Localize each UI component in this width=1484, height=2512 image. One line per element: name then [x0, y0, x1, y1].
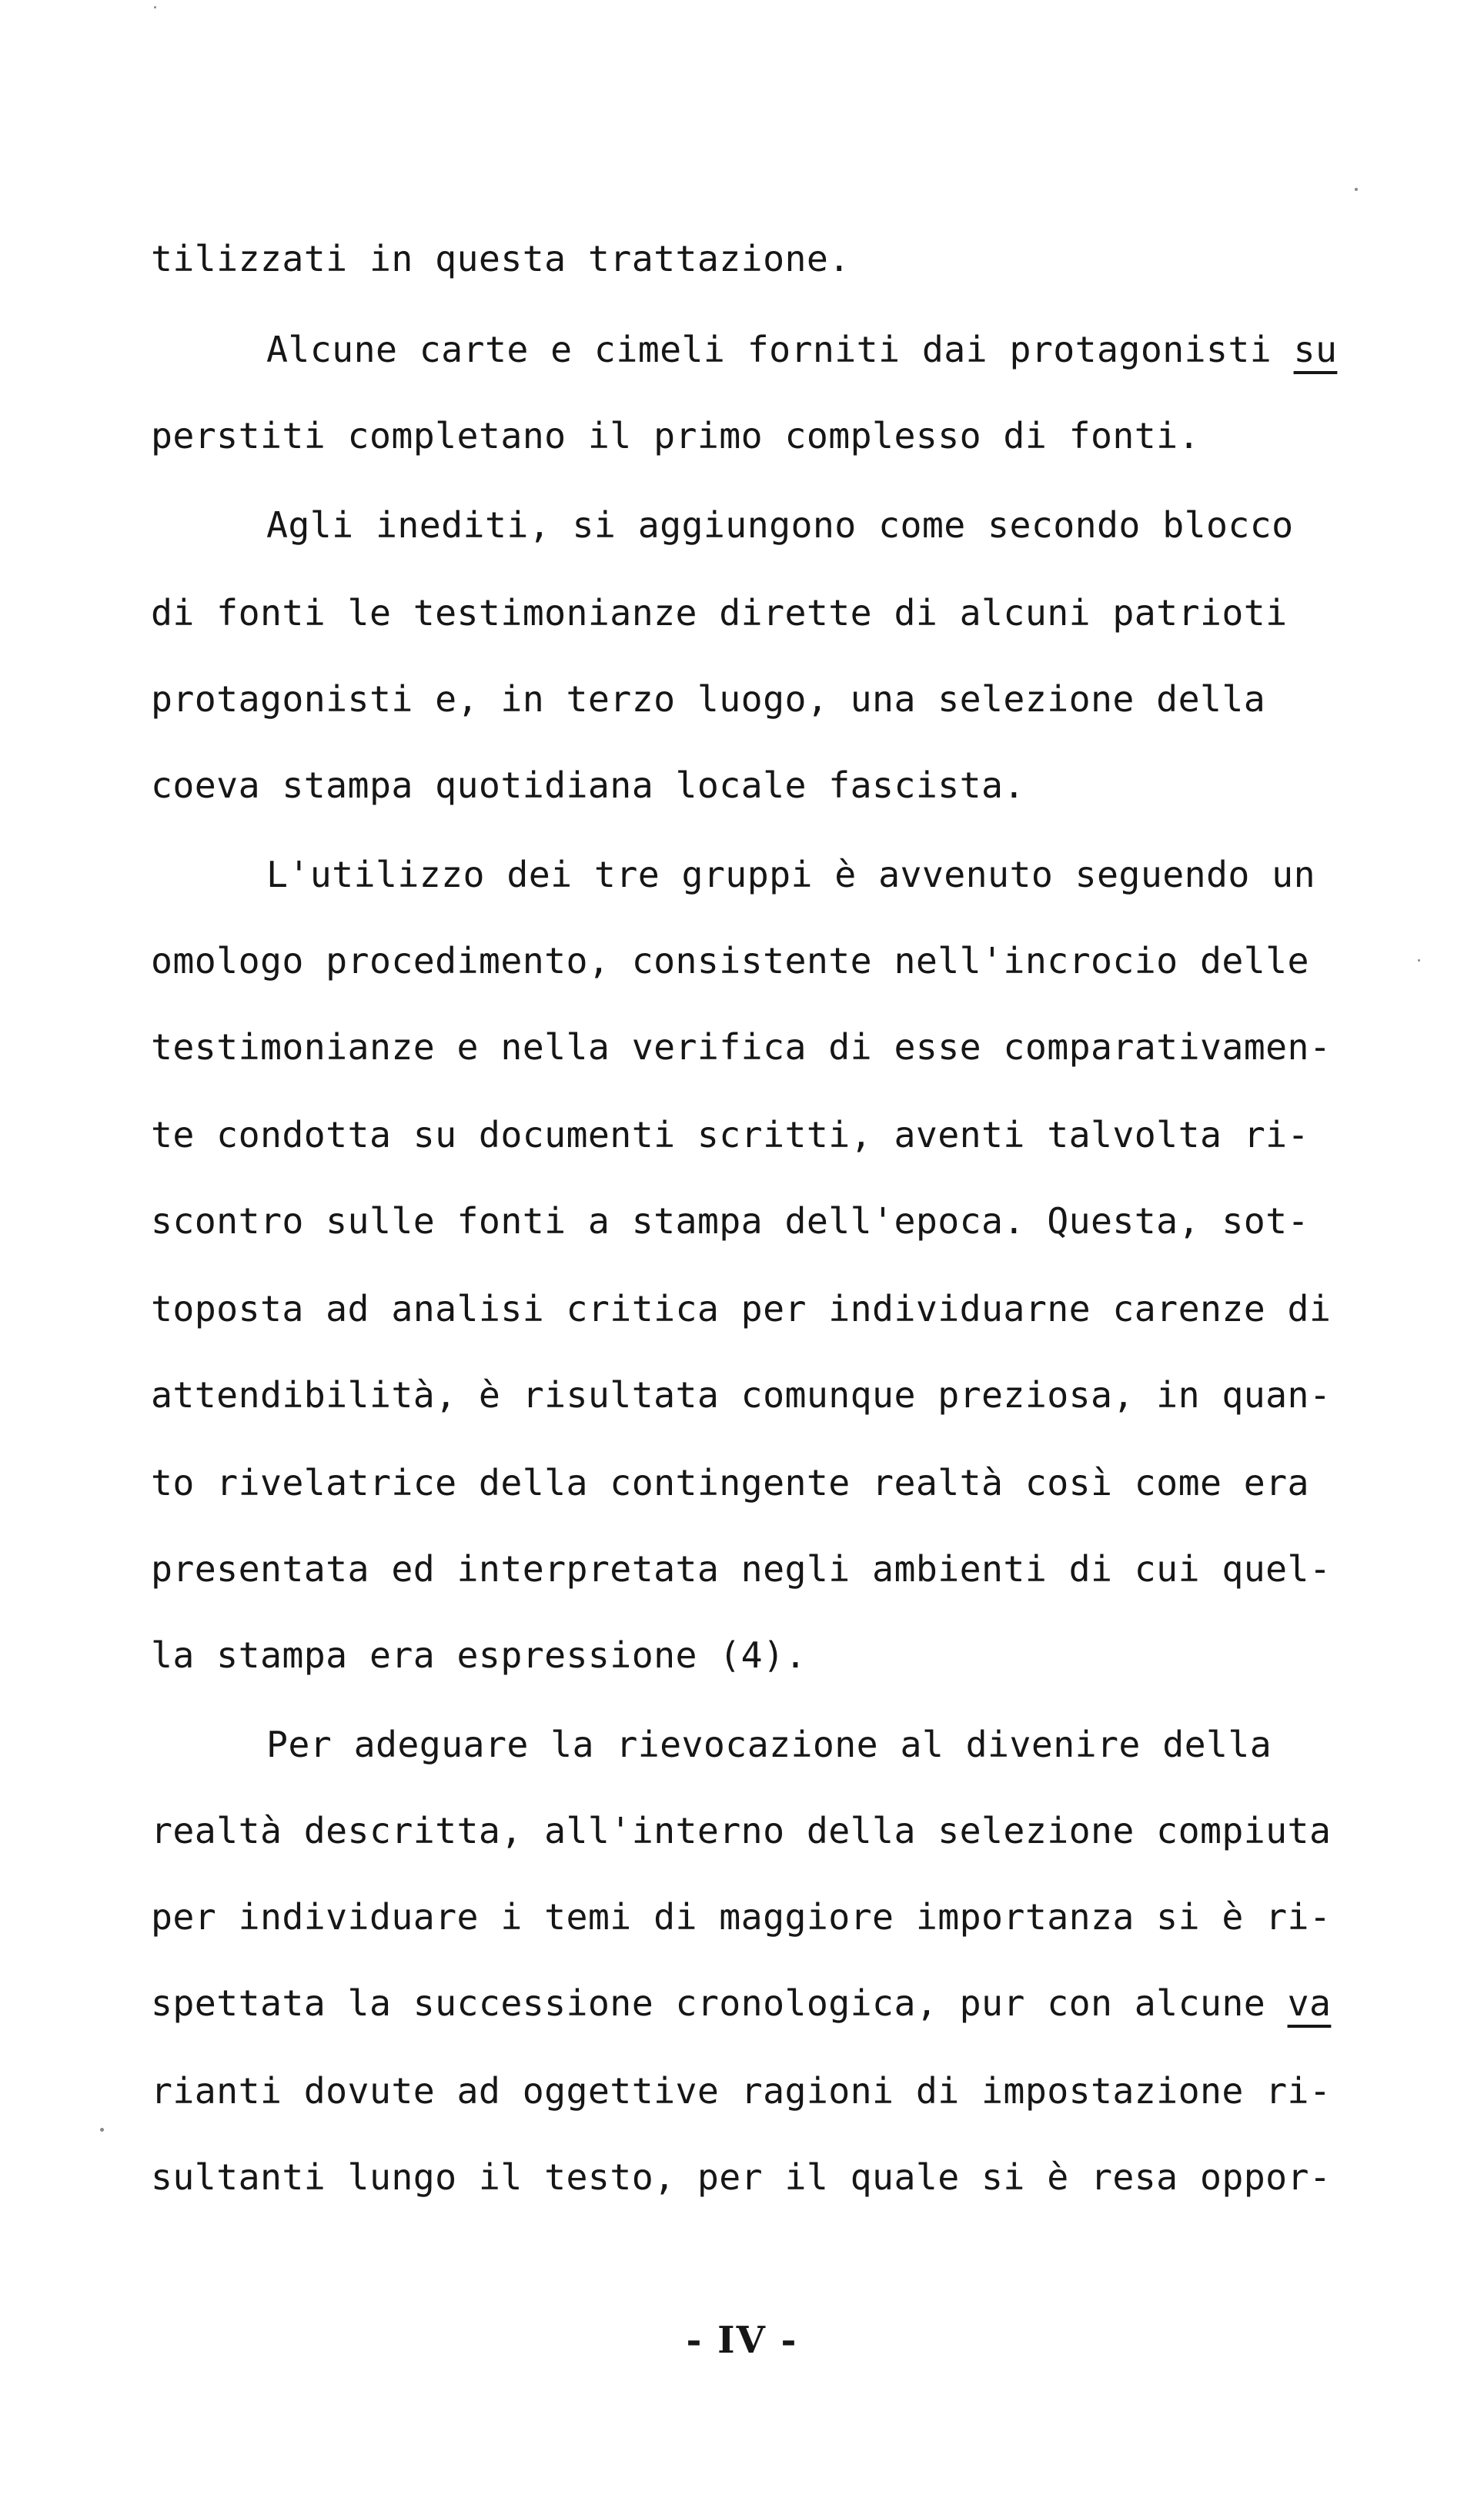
text-line-5: di fonti le testimonianze dirette di alcuni patrioti	[151, 592, 1288, 634]
text-line-22: rianti dovute ad oggettive ragioni di impostazione ri-	[151, 2070, 1332, 2112]
text-line-12: scontro sulle fonti a stampa dell'epoca. Questa, sot-	[151, 1200, 1309, 1242]
scan-speck	[1355, 188, 1358, 191]
text-line-1: tilizzati in questa trattazione.	[151, 238, 851, 279]
scan-speck	[1418, 959, 1420, 962]
text-line-17: la stampa era espressione (4).	[151, 1634, 807, 1676]
text-line-16: presentata ed interpretata negli ambienti di cui quel-	[151, 1548, 1332, 1590]
text-line-4: Agli inediti, si aggiungono come secondo blocco	[266, 504, 1294, 546]
text-line-9: omologo procedimento, consistente nell'incrocio delle	[151, 940, 1309, 982]
text-line-3: perstiti completano il primo complesso di fonti.	[151, 415, 1200, 457]
text-line-14: attendibilità, è risultata comunque preziosa, in quan-	[151, 1374, 1332, 1416]
text-line-11: te condotta su documenti scritti, aventi talvolta ri-	[151, 1114, 1309, 1156]
text-line-2	[266, 326, 1337, 373]
underlined-syllable-su: su	[1293, 329, 1338, 370]
underlined-syllable-va: va	[1287, 1982, 1332, 2024]
text-line-19: realtà descritta, all'interno della selezione compiuta	[151, 1810, 1332, 1851]
text-line-21-main: spettata la successione cronologica, pur con alcune	[151, 1982, 1288, 2024]
text-line-6: protagonisti e, in terzo luogo, una selezione della	[151, 678, 1266, 720]
scan-speck	[154, 6, 156, 8]
text-line-21	[151, 1980, 1331, 2026]
text-line-18: Per adeguare la rievocazione al divenire della	[266, 1724, 1272, 1765]
text-line-7: coeva stampa quotidiana locale fascista.	[151, 764, 1025, 806]
text-line-8: L'utilizzo dei tre gruppi è avvenuto seguendo un	[266, 854, 1315, 895]
text-line-2-main: Alcune carte e cimeli forniti dai protagonisti	[266, 329, 1294, 370]
text-line-10: testimonianze e nella verifica di esse comparativamen-	[151, 1026, 1332, 1068]
scan-speck	[100, 2128, 104, 2132]
page-number: - IV -	[686, 2319, 798, 2362]
text-line-15: to rivelatrice della contingente realtà così come era	[151, 1462, 1309, 1504]
text-line-13: toposta ad analisi critica per individuarne carenze di	[151, 1288, 1332, 1330]
text-line-23: sultanti lungo il testo, per il quale si è resa oppor-	[151, 2156, 1332, 2198]
text-line-20: per individuare i temi di maggiore importanza si è ri-	[151, 1896, 1332, 1938]
